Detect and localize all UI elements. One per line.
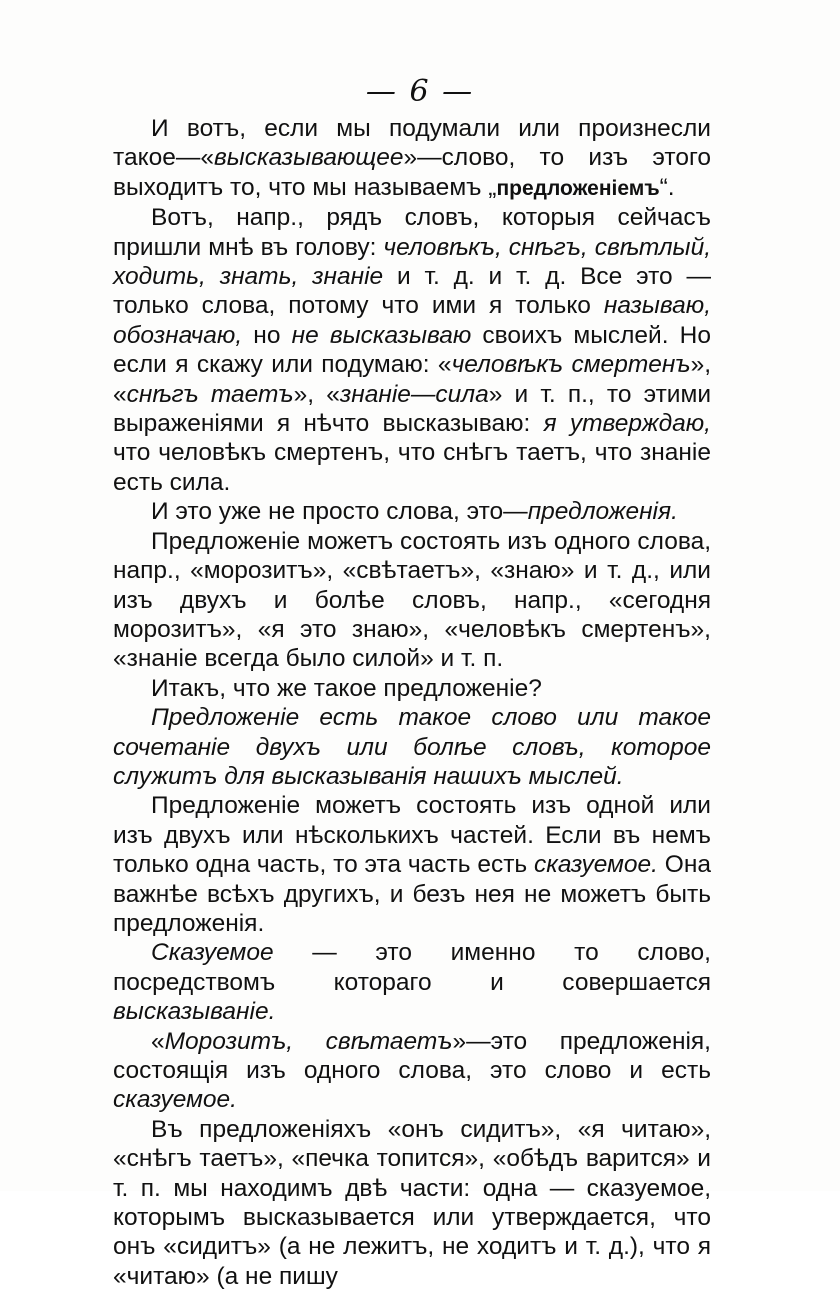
text-run: » и т. п., то этими выраженіями я нѣчто высказываю: [113,380,712,438]
text-run: и т. д. и т. д. Все это — только слова, потому что ими я только [113,263,711,320]
page-number: — 6 — [365,74,475,109]
text-run: », « [293,380,340,408]
definition-paragraph: Предложеніе есть такое слово или такое сочетаніе двухъ или болѣе словъ, которое служитъ для высказыванія нашихъ мыслей. [113,704,711,790]
paragraph-10: Въ предложеніяхъ «онъ сидитъ», «я читаю», «снѣгъ таетъ», «печка топится», «обѣдъ варится» и т. п. мы находимъ двѣ части: одна — сказуемое, которымъ высказывается или утверждается, что онъ «сидитъ» (а не лежитъ, не ходитъ и т. д.), что я «читаю» (а не пишу [113,1115,711,1290]
text-run: »—слово, то изъ этого выходитъ то, что мы называемъ „ [113,144,711,201]
italic-run: высказывающее [213,144,404,172]
italic-run: сказуемое. [113,1086,237,1114]
italic-run: предложенія. [527,498,678,526]
italic-run: сказуемое. [534,851,658,879]
text-run: Вотъ, напр., рядъ словъ, которыя сейчасъ пришли мнѣ въ голову: [113,204,711,261]
italic-run: Морозитъ, свѣтаетъ [164,1027,453,1055]
text-run: И вотъ, если мы подумали или произнесли такое—« [113,115,711,172]
paragraph-4: Предложеніе можетъ состоять изъ одного слова, напр., «морозитъ», «свѣтаетъ», «знаю» и т. д., или изъ двухъ и болѣе словъ, напр., «сегодня морозитъ», «я это знаю», «человѣкъ смертенъ», «знаніе всегда было силой» и т. п. [113,527,711,673]
paragraph-5: Итакъ, что же такое предложеніе? [151,674,542,702]
paragraph-3 [113,497,711,526]
text-run: своихъ мыслей. Но если я скажу или подумаю: « [113,321,711,379]
text-run: »—это предложенія, состоящія изъ одного слова, это слово и есть [113,1027,711,1084]
italic-run: называю, обозначаю, [113,292,711,349]
bold-term: предложеніемъ [496,176,660,200]
italic-run: человѣкъ, снѣгъ, свѣтлый, ходить, знать, знаніе [113,233,711,291]
text-run: », « [113,351,711,408]
text-run: Она важнѣе всѣхъ другихъ, и безъ нея не можетъ быть предложенія. [113,851,711,937]
italic-run: высказываніе. [113,998,276,1026]
italic-run: я утверждаю, [543,410,711,438]
text-run: — это именно то слово, посредствомъ котораго и совершается [113,939,711,996]
italic-run: человѣкъ смертенъ [451,351,691,379]
page-text [113,114,711,1291]
text-run: « [151,1027,165,1055]
text-run: И это уже не просто слова, это— [151,498,528,526]
italic-run: снѣгъ таетъ [126,380,294,408]
text-run: что человѣкъ смертенъ, что снѣгъ таетъ, что знаніе есть сила. [113,439,711,496]
paragraph-2 [113,203,711,497]
paragraph-9 [113,1027,711,1115]
paragraph-1 [113,114,711,203]
text-run: но [242,321,292,349]
italic-run: не высказываю [291,321,472,349]
text-run: Предложеніе можетъ состоять изъ одной или изъ двухъ или нѣсколькихъ частей. Если въ немъ только одна часть, то эта часть есть [113,792,711,879]
italic-run: знаніе—сила [339,380,489,408]
text-run: “. [659,173,675,201]
paragraph-8 [113,938,711,1026]
paragraph-7 [113,791,711,938]
italic-run: Сказуемое [151,939,274,967]
